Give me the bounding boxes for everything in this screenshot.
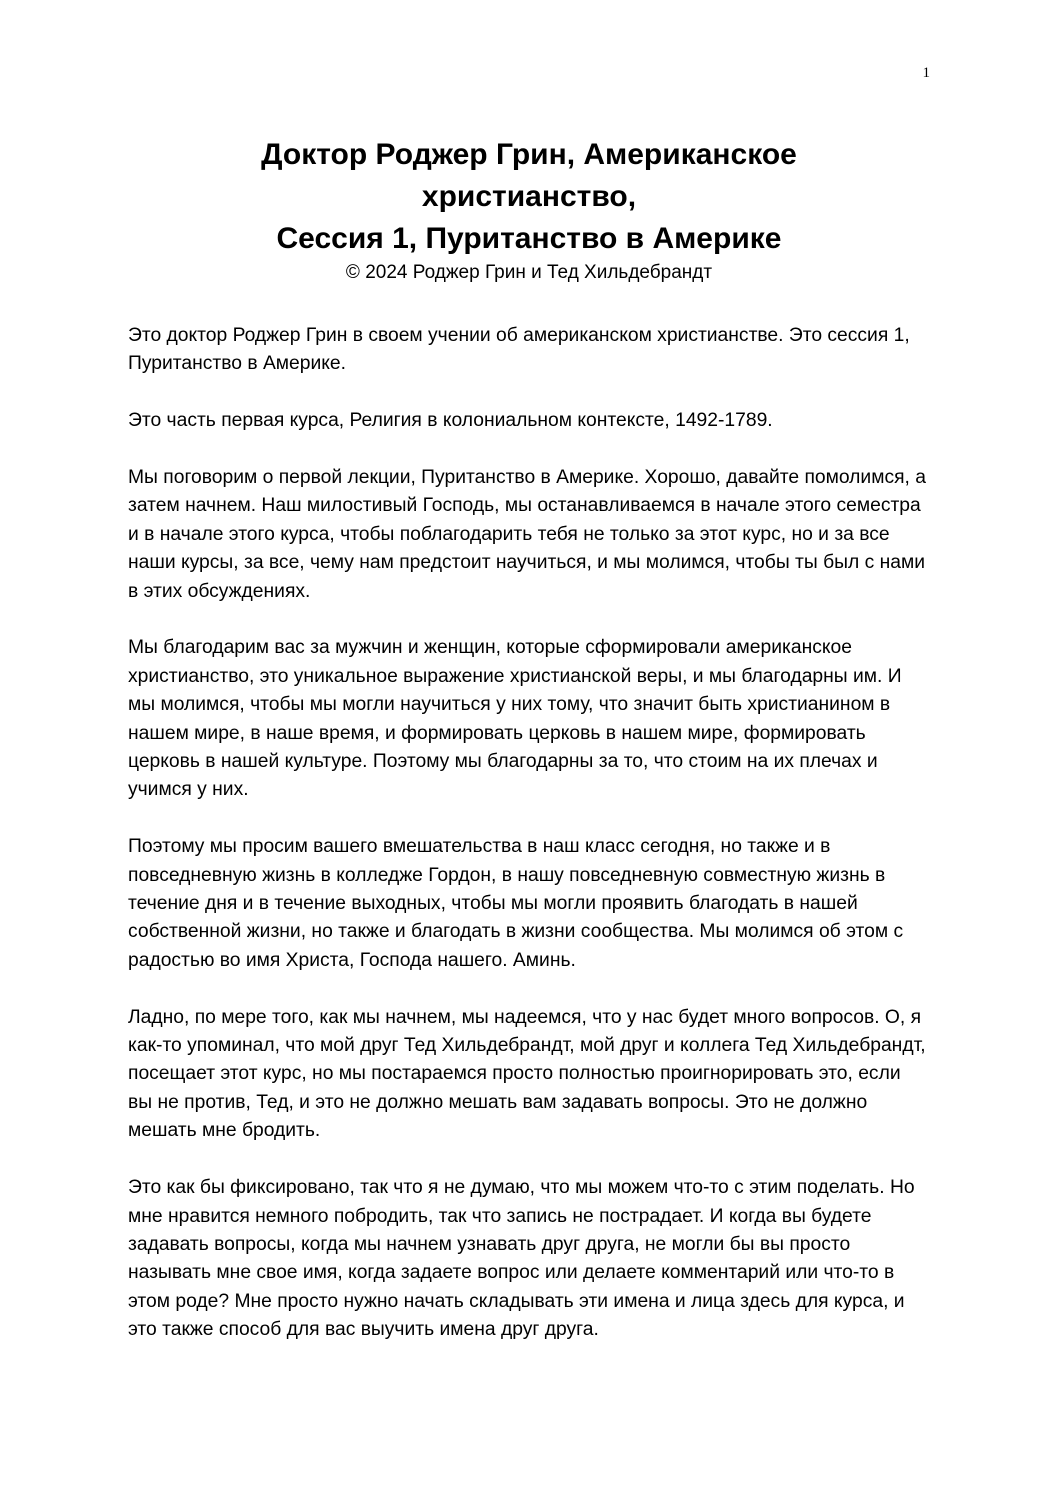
copyright-notice: © 2024 Роджер Грин и Тед Хильдебрандт [345, 262, 713, 283]
page-number: 1 [922, 65, 930, 81]
paragraph: Мы поговорим о первой лекции, Пуританство в Америке. Хорошо, давайте помолимся, а затем начнем. Наш милостивый Господь, мы останавливаемся в начале этого семестра и в начале этого курса, чтобы поблагодарить тебя не только за этот курс, но и за все наши курсы, за все, чему нам предстоит научиться, и мы молимся, чтобы ты был с нами в этих обсуждениях. [128, 467, 926, 602]
paragraph: Мы благодарим вас за мужчин и женщин, которые сформировали американское христианство, это уникальное выражение христианской веры, и мы благодарны им. И мы молимся, чтобы мы могли научиться у них тому, что значит быть христианином в нашем мире, в наше время, и формировать церковь в нашем мире, формировать церковь в нашей культуре. Поэтому мы благодарны за то, что стоим на их плечах и учимся у них. [128, 637, 902, 801]
paragraph: Это часть первая курса, Религия в колониальном контексте, 1492-1789. [128, 410, 773, 432]
document-title-line-2: христианство, [421, 180, 637, 213]
paragraph: Это доктор Роджер Грин в своем учении об американском христианстве. Это сессия 1, Пуританство в Америке. [128, 325, 910, 375]
title-block [128, 134, 930, 286]
paragraph: Поэтому мы просим вашего вмешательства в наш класс сегодня, но также и в повседневную жизнь в колледже Гордон, в нашу повседневную совместную жизнь в течение дня и в течение выходных, чтобы мы могли проявить благодать в нашей собственной жизни, но также и благодать в жизни сообщества. Мы молимся об этом с радостью во имя Христа, Господа нашего. Аминь. [128, 836, 904, 971]
document-body [128, 322, 930, 1373]
paragraph: Ладно, по мере того, как мы начнем, мы надеемся, что у нас будет много вопросов. О, я как-то упоминал, что мой друг Тед Хильдебрандт, мой друг и коллега Тед Хильдебрандт, посещает этот курс, но мы постараемся просто полностью проигнорировать это, если вы не против, Тед, и это не должно мешать вам задавать вопросы. Это не должно мешать мне бродить. [128, 1006, 926, 1142]
paragraph: Это как бы фиксировано, так что я не думаю, что мы можем что-то с этим поделать. Но мне нравится немного побродить, так что запись не пострадает. И когда вы будете задавать вопросы, когда мы начнем узнавать друг друга, не могли бы вы просто называть мне свое имя, когда задаете вопрос или делаете комментарий или что-то в этом роде? Мне просто нужно начать складывать эти имена и лица здесь для курса, и это также способ для вас выучить имена друг друга. [128, 1177, 915, 1341]
document-title-line-1: Доктор Роджер Грин, Американское [261, 138, 797, 171]
document-title-line-3: Сессия 1, Пуританство в Америке [276, 222, 782, 255]
